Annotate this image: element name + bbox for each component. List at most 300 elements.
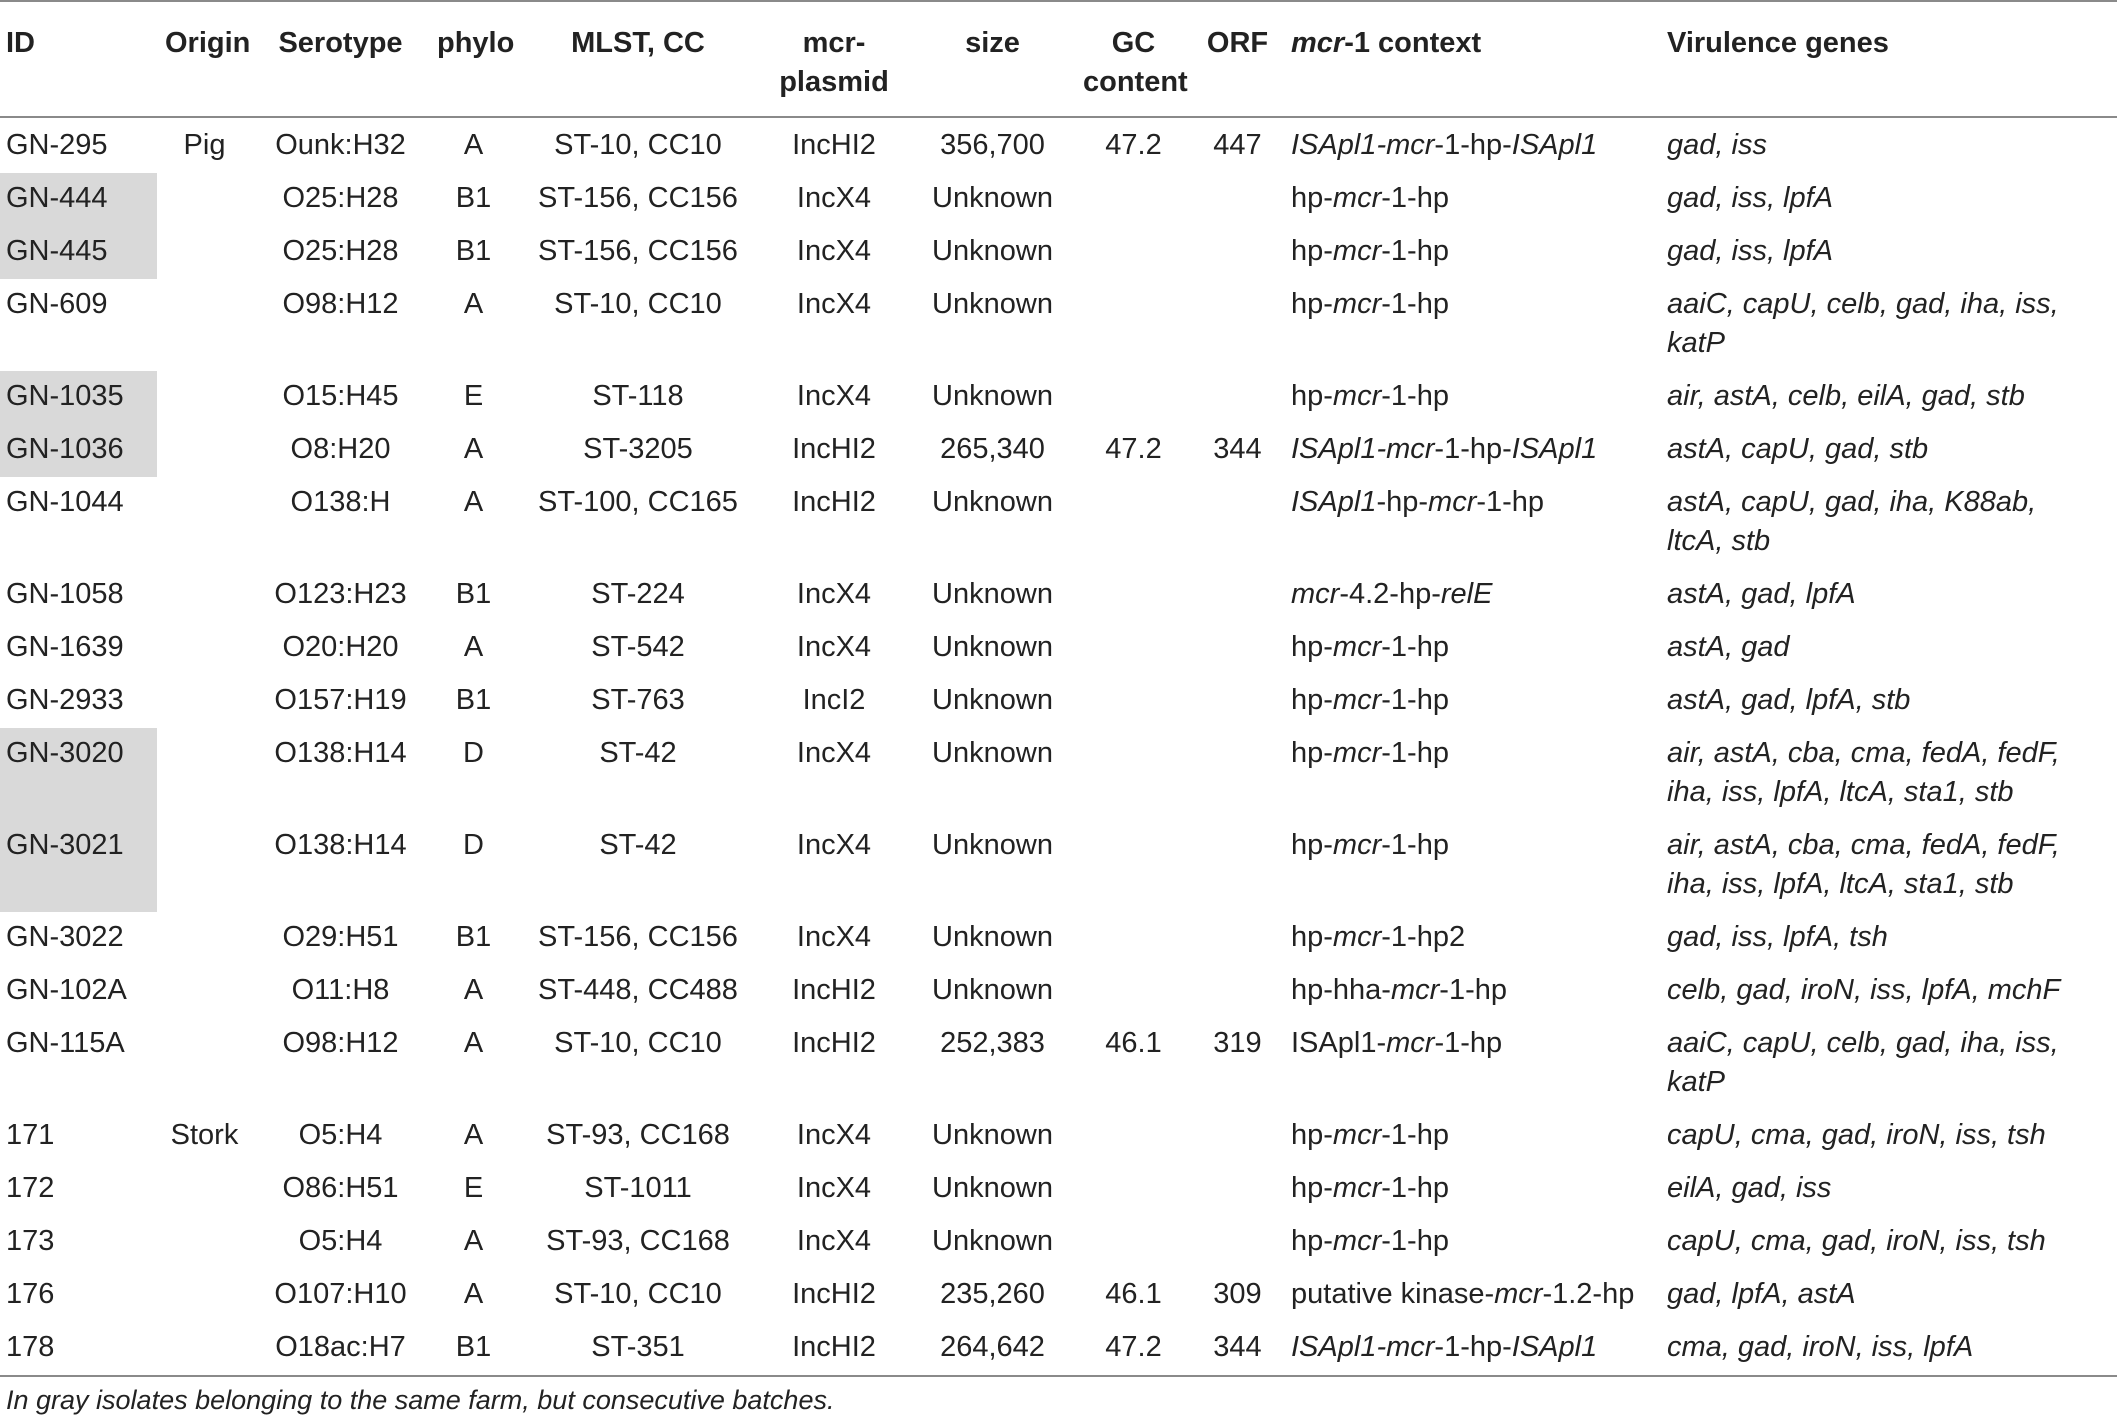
virulence-genes: aaiC, capU, celb, gad, iha, iss, katP [1667,1027,2059,1098]
cell-orf [1192,477,1283,569]
cell-origin [157,912,252,965]
cell-virulence [1659,965,2117,1018]
cell-size: Unknown [932,829,1053,861]
cell-size: Unknown [932,578,1053,610]
cell-virulence [1659,675,2117,728]
table-row [0,675,2117,728]
context-segment: -1-hp [1381,737,1449,769]
virulence-genes: astA, gad, lpfA [1667,578,1856,610]
cell-size: Unknown [932,684,1053,716]
cell-gc [1075,477,1192,569]
cell-context [1283,226,1659,279]
cell-mlst: ST-10, CC10 [554,1278,722,1310]
cell-virulence [1659,226,2117,279]
cell-gc [1075,226,1192,279]
cell-id: GN-1035 [0,371,157,424]
cell-plasmid: IncX4 [796,288,872,320]
context-segment: mcr [1332,1225,1382,1257]
cell-gc [1075,1216,1192,1269]
cell-phylo: A [463,1119,484,1151]
cell-size: Unknown [932,1225,1053,1257]
cell-size: 235,260 [940,1278,1045,1310]
table-body [0,117,2117,1376]
cell-origin [157,424,252,477]
cell-gc [1075,371,1192,424]
cell-size: Unknown [932,380,1053,412]
cell-plasmid: IncHI2 [792,433,876,465]
table-row [0,371,2117,424]
cell-id: 178 [6,1331,55,1363]
context-segment: ISApl1 [1511,129,1598,161]
context-segment: -1-hp [1476,486,1545,518]
context-segment: ISApl1 [1291,486,1377,518]
cell-gc: 46.1 [1105,1027,1162,1059]
table-row [0,1163,2117,1216]
cell-mlst: ST-10, CC10 [554,1027,722,1059]
context-segment: mcr [1332,829,1382,861]
cell-serotype: O5:H4 [298,1225,383,1257]
cell-orf [1192,728,1283,820]
cell-id: GN-102A [6,974,127,1006]
context-segment: hp- [1291,1225,1333,1257]
cell-context [1283,1163,1659,1216]
context-segment: -1-hp [1381,1119,1449,1151]
cell-serotype: O86:H51 [282,1172,399,1204]
context-segment: hp- [1291,380,1333,412]
context-segment: hp- [1291,631,1333,663]
cell-gc [1075,728,1192,820]
cell-plasmid: IncX4 [796,737,872,769]
cell-mlst: ST-42 [599,829,677,861]
cell-gc: 47.2 [1105,1331,1162,1363]
cell-virulence [1659,1216,2117,1269]
context-segment: mcr [1332,1119,1382,1151]
cell-orf: 344 [1213,1331,1262,1363]
header-gc-line2: content [1083,66,1188,98]
cell-mlst: ST-156, CC156 [538,235,738,267]
cell-size: Unknown [932,182,1053,214]
cell-gc [1075,675,1192,728]
cell-origin [157,1018,252,1110]
cell-plasmid: IncHI2 [792,486,876,518]
cell-virulence [1659,1110,2117,1163]
cell-origin: Stork [170,1119,239,1151]
header-row [0,1,2117,117]
cell-origin [157,1322,252,1376]
cell-context [1283,371,1659,424]
context-segment: ISApl1 [1511,433,1598,465]
header-context [1283,1,1659,117]
cell-serotype: O15:H45 [282,380,399,412]
header-id: ID [6,27,35,59]
virulence-genes: aaiC, capU, celb, gad, iha, iss, katP [1667,288,2059,359]
cell-mlst: ST-10, CC10 [554,129,722,161]
table-row [0,477,2117,569]
cell-phylo: A [463,486,484,518]
virulence-genes: gad, iss, lpfA, tsh [1667,921,1888,953]
table-row [0,424,2117,477]
cell-origin [157,820,252,912]
context-segment: -1-hp [1381,1172,1449,1204]
cell-origin [157,622,252,675]
virulence-genes: astA, gad [1667,631,1790,663]
cell-orf: 447 [1213,129,1262,161]
cell-phylo: B1 [455,1331,492,1363]
cell-virulence [1659,622,2117,675]
cell-mlst: ST-156, CC156 [538,182,738,214]
context-segment: ISApl1-mcr [1291,433,1435,465]
cell-phylo: E [463,1172,484,1204]
cell-gc: 46.1 [1105,1278,1162,1310]
header-orf: ORF [1206,27,1269,59]
cell-phylo: B1 [455,684,492,716]
virulence-genes: air, astA, celb, eilA, gad, stb [1667,380,2025,412]
cell-origin [157,965,252,1018]
cell-serotype: O98:H12 [282,1027,399,1059]
cell-virulence [1659,477,2117,569]
table-row [0,820,2117,912]
cell-virulence [1659,279,2117,371]
cell-phylo: D [463,829,484,861]
table-row [0,965,2117,1018]
context-segment: mcr [1332,684,1382,716]
cell-orf [1192,675,1283,728]
cell-context [1283,173,1659,226]
table-row [0,1269,2117,1322]
cell-gc [1075,569,1192,622]
cell-id: 173 [6,1225,55,1257]
context-segment: mcr [1332,235,1382,267]
context-segment: -1-hp2 [1381,921,1466,953]
cell-id: GN-444 [0,173,157,226]
cell-size: Unknown [932,288,1053,320]
cell-context [1283,965,1659,1018]
cell-orf [1192,912,1283,965]
virulence-genes: capU, cma, gad, iroN, iss, tsh [1667,1225,2046,1257]
cell-virulence [1659,820,2117,912]
cell-serotype: O123:H23 [274,578,407,610]
header-plasmid [758,1,910,117]
cell-serotype: O107:H10 [274,1278,407,1310]
cell-serotype: O25:H28 [282,182,399,214]
cell-virulence [1659,728,2117,820]
cell-orf [1192,226,1283,279]
context-segment: -1-hp [1434,1027,1503,1059]
cell-origin [157,371,252,424]
cell-id: 172 [6,1172,55,1204]
context-segment: mcr [1494,1278,1543,1310]
cell-context [1283,424,1659,477]
cell-id: GN-3020 [0,728,157,820]
cell-virulence [1659,569,2117,622]
cell-context [1283,912,1659,965]
header-gc-line1: GC [1111,27,1156,59]
virulence-genes: gad, iss [1667,129,1767,161]
cell-plasmid: IncX4 [796,1119,872,1151]
cell-phylo: B1 [455,182,492,214]
cell-phylo: A [463,433,484,465]
context-segment: -1-hp- [1434,433,1512,465]
context-segment: ISApl1 [1511,1331,1598,1363]
context-segment: mcr [1386,1027,1435,1059]
context-segment: -1-hp [1381,235,1449,267]
context-segment: mcr [1332,631,1382,663]
cell-id: GN-295 [6,129,108,161]
cell-virulence [1659,1163,2117,1216]
cell-orf [1192,622,1283,675]
context-segment: mcr [1332,1172,1382,1204]
cell-size: Unknown [932,631,1053,663]
context-segment: hp- [1291,1119,1333,1151]
cell-phylo: A [463,1278,484,1310]
virulence-genes: astA, capU, gad, iha, K88ab, ltcA, stb [1667,486,2037,557]
cell-plasmid: IncX4 [796,182,872,214]
cell-size: 356,700 [940,129,1045,161]
cell-context [1283,1216,1659,1269]
cell-id: GN-3021 [0,820,157,912]
cell-mlst: ST-93, CC168 [546,1119,730,1151]
virulence-genes: celb, gad, iroN, iss, lpfA, mchF [1667,974,2061,1006]
context-segment: -1-hp [1381,380,1449,412]
cell-size: 265,340 [940,433,1045,465]
cell-phylo: B1 [455,578,492,610]
cell-orf [1192,371,1283,424]
cell-orf [1192,173,1283,226]
table-row [0,1322,2117,1376]
cell-mlst: ST-1011 [584,1172,692,1204]
cell-mlst: ST-351 [591,1331,685,1363]
cell-plasmid: IncX4 [796,1225,872,1257]
header-plasmid-line1: mcr- [802,27,866,59]
context-segment: -4.2-hp- [1339,578,1441,610]
cell-orf [1192,279,1283,371]
cell-virulence [1659,1269,2117,1322]
cell-id: 176 [6,1278,55,1310]
cell-phylo: B1 [455,235,492,267]
cell-virulence [1659,912,2117,965]
context-segment: -1-hp [1381,684,1449,716]
cell-virulence [1659,371,2117,424]
cell-mlst: ST-763 [591,684,685,716]
cell-plasmid: IncHI2 [792,1278,876,1310]
cell-context [1283,1322,1659,1376]
cell-virulence [1659,1018,2117,1110]
cell-serotype: O11:H8 [291,974,390,1006]
table-row [0,1018,2117,1110]
cell-context [1283,728,1659,820]
cell-gc [1075,1163,1192,1216]
cell-origin [157,226,252,279]
cell-orf [1192,1110,1283,1163]
virulence-genes: cma, gad, iroN, iss, lpfA [1667,1331,1974,1363]
cell-origin [157,1216,252,1269]
cell-origin [157,173,252,226]
cell-gc [1075,912,1192,965]
context-segment: mcr [1332,380,1382,412]
cell-size: Unknown [932,235,1053,267]
cell-origin [157,1269,252,1322]
context-segment: mcr [1291,578,1340,610]
virulence-genes: astA, capU, gad, stb [1667,433,1929,465]
cell-serotype: O98:H12 [282,288,399,320]
context-segment: hp- [1291,684,1333,716]
cell-mlst: ST-42 [599,737,677,769]
cell-virulence [1659,424,2117,477]
cell-size: Unknown [932,737,1053,769]
cell-serotype: O18ac:H7 [275,1331,406,1363]
cell-virulence [1659,117,2117,173]
cell-virulence [1659,173,2117,226]
cell-origin [157,728,252,820]
header-gc [1075,1,1192,117]
cell-mlst: ST-224 [591,578,685,610]
cell-context [1283,622,1659,675]
context-segment: ISApl1- [1291,1027,1387,1059]
cell-context [1283,1018,1659,1110]
cell-orf: 309 [1213,1278,1262,1310]
context-segment: -hp- [1376,486,1429,518]
context-segment: hp- [1291,737,1333,769]
cell-size: Unknown [932,974,1053,1006]
cell-gc [1075,965,1192,1018]
cell-serotype: O5:H4 [298,1119,383,1151]
table-row [0,279,2117,371]
cell-orf [1192,965,1283,1018]
cell-context [1283,477,1659,569]
context-segment: mcr [1332,921,1382,953]
context-segment: mcr [1390,974,1440,1006]
cell-serotype: O29:H51 [282,921,399,953]
cell-virulence [1659,1322,2117,1376]
cell-serotype: O8:H20 [290,433,391,465]
virulence-genes: capU, cma, gad, iroN, iss, tsh [1667,1119,2046,1151]
context-segment: -1.2-hp [1542,1278,1635,1310]
cell-origin: Pig [183,129,226,161]
header-mlst: MLST, CC [571,27,705,59]
context-segment: mcr [1332,737,1382,769]
header-plasmid-line2: plasmid [779,66,889,98]
cell-orf [1192,1216,1283,1269]
cell-mlst: ST-3205 [583,433,693,465]
cell-size: Unknown [932,1119,1053,1151]
virulence-genes: gad, iss, lpfA [1667,182,1834,214]
cell-id: GN-609 [6,288,108,320]
context-segment: -1-hp- [1434,129,1512,161]
table-header [0,1,2117,117]
header-context-gene: mcr [1291,27,1345,59]
cell-phylo: E [463,380,484,412]
cell-gc: 47.2 [1105,433,1162,465]
cell-phylo: A [463,1225,484,1257]
cell-phylo: A [463,1027,484,1059]
cell-phylo: B1 [455,921,492,953]
cell-context [1283,1110,1659,1163]
cell-id: GN-1058 [6,578,124,610]
cell-serotype: O138:H14 [274,737,407,769]
context-segment: hp- [1291,288,1333,320]
context-segment: mcr [1428,486,1477,518]
cell-mlst: ST-156, CC156 [538,921,738,953]
context-segment: -1-hp [1439,974,1507,1006]
context-segment: ISApl1-mcr [1291,129,1435,161]
table-row [0,569,2117,622]
cell-id: GN-1044 [6,486,124,518]
cell-gc: 47.2 [1105,129,1162,161]
cell-id: GN-445 [0,226,157,279]
virulence-genes: air, astA, cba, cma, fedA, fedF, iha, iss, lpfA, ltcA, sta1, stb [1667,737,2060,808]
table-row [0,226,2117,279]
cell-mlst: ST-448, CC488 [538,974,738,1006]
table-row [0,1110,2117,1163]
header-serotype: Serotype [278,27,403,59]
cell-context [1283,675,1659,728]
cell-id: GN-115A [6,1027,125,1059]
cell-orf [1192,1163,1283,1216]
cell-id: GN-1036 [0,424,157,477]
cell-id: GN-1639 [6,631,124,663]
cell-serotype: O138:H [290,486,391,518]
cell-phylo: A [463,129,484,161]
cell-orf [1192,820,1283,912]
context-segment: putative kinase- [1291,1278,1495,1310]
context-segment: mcr [1332,182,1382,214]
cell-id: GN-3022 [6,921,124,953]
cell-size: Unknown [932,486,1053,518]
cell-phylo: A [463,631,484,663]
header-origin: Origin [165,27,251,59]
cell-mlst: ST-542 [591,631,685,663]
cell-origin [157,477,252,569]
cell-plasmid: IncX4 [796,829,872,861]
table-row [0,117,2117,173]
cell-id: GN-2933 [6,684,124,716]
header-virulence: Virulence genes [1667,27,1889,59]
header-size: size [965,27,1020,59]
header-phylo: phylo [437,27,515,59]
cell-orf [1192,569,1283,622]
cell-origin [157,569,252,622]
cell-plasmid: IncHI2 [792,1331,876,1363]
virulence-genes: air, astA, cba, cma, fedA, fedF, iha, iss, lpfA, ltcA, sta1, stb [1667,829,2060,900]
context-segment: -1-hp [1381,182,1449,214]
cell-plasmid: IncHI2 [792,1027,876,1059]
cell-mlst: ST-100, CC165 [538,486,738,518]
cell-gc [1075,279,1192,371]
context-segment: hp- [1291,921,1333,953]
cell-gc [1075,173,1192,226]
virulence-genes: gad, lpfA, astA [1667,1278,1856,1310]
context-segment: hp- [1291,1172,1333,1204]
cell-phylo: D [463,737,484,769]
cell-size: Unknown [932,1172,1053,1204]
virulence-genes: eilA, gad, iss [1667,1172,1832,1204]
context-segment: mcr [1332,288,1382,320]
cell-plasmid: IncX4 [796,921,872,953]
context-segment: hp- [1291,829,1333,861]
table-row [0,912,2117,965]
cell-origin [157,675,252,728]
cell-plasmid: IncX4 [796,235,872,267]
cell-mlst: ST-118 [592,380,684,412]
cell-phylo: A [463,974,484,1006]
cell-plasmid: IncHI2 [792,974,876,1006]
cell-plasmid: IncX4 [796,578,872,610]
cell-origin [157,279,252,371]
table-row [0,622,2117,675]
cell-context [1283,1269,1659,1322]
table-row [0,1216,2117,1269]
cell-plasmid: IncX4 [796,380,872,412]
